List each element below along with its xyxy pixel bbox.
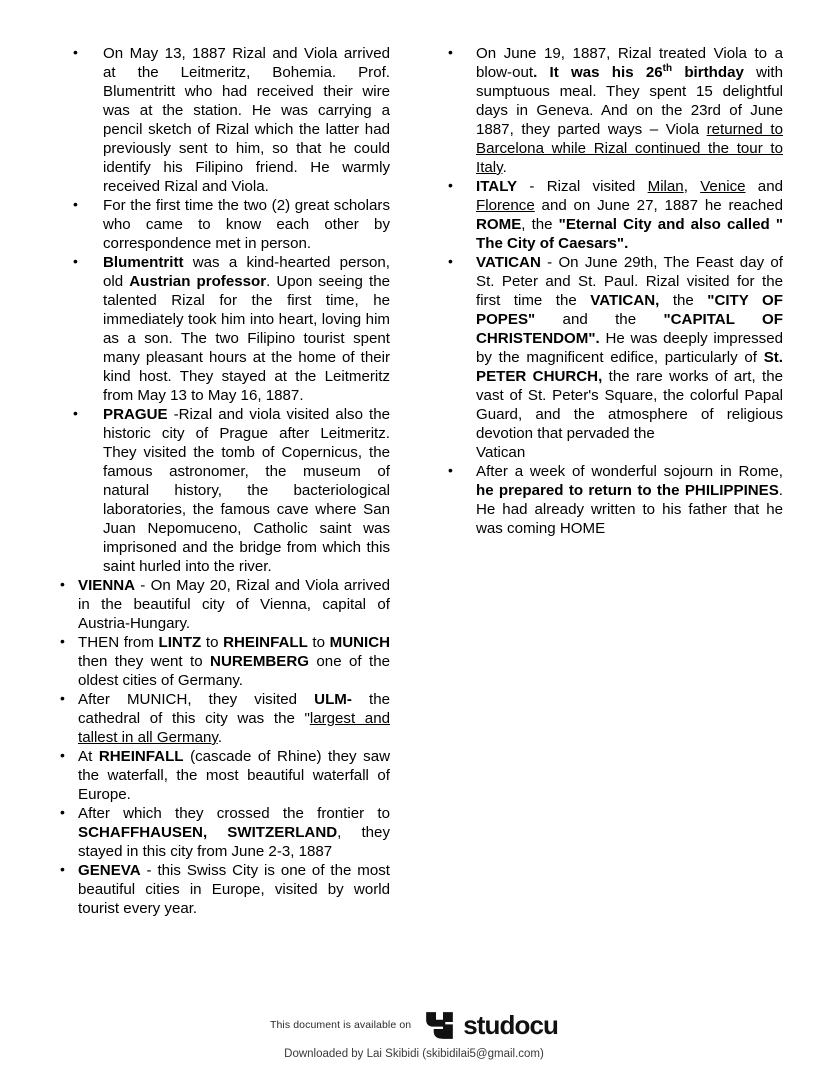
text-run: the rare works of art, the vast of St. Peter's Square, the colorful Papal Guard, and the atmosphere of religious devotion that pervaded the bbox=[476, 368, 783, 442]
page-footer bbox=[0, 1008, 828, 1060]
tail-line: Vatican bbox=[476, 444, 526, 461]
text-run: After a week of wonderful sojourn in Rome, bbox=[476, 463, 783, 480]
text-run: Florence bbox=[476, 197, 535, 214]
text-run: Milan bbox=[647, 178, 684, 195]
list-item-schaffhausen bbox=[60, 804, 390, 861]
text-run: Venice bbox=[700, 178, 746, 195]
bold-run bbox=[78, 577, 135, 594]
text-run: . It was his 26 bbox=[533, 64, 663, 81]
bold-run bbox=[476, 178, 517, 195]
bold-run bbox=[78, 824, 337, 841]
text-run: - Rizal visited bbox=[517, 178, 648, 195]
text-run: . bbox=[502, 159, 507, 176]
text-run: returned to Barcelona while Rizal continued the tour to Italy bbox=[476, 121, 783, 176]
text-run: the cathedral of this city was the " bbox=[78, 691, 390, 727]
list-item-lintz-rheinfall-munich-nuremberg bbox=[60, 633, 390, 690]
list-item-blumentritt bbox=[73, 253, 390, 405]
left-column bbox=[60, 44, 390, 918]
text-run: and bbox=[745, 178, 783, 195]
text-run: . Upon seeing the talented Rizal for the first time, he immediately took him into heart, loving him as a son. The two Filipino tourist spent many pleasant hours at the home of their kind host. They stayed at the Leitmeritz from May 13 to May 16, 1887. bbox=[103, 273, 390, 404]
bold-run bbox=[99, 748, 184, 765]
right-column bbox=[438, 44, 783, 538]
text-run: was a kind-hearted person, old bbox=[103, 254, 390, 290]
text-run: with sumptuous meal. They spent 15 delightful days in Geneva. And on the 23rd of June 1887, they parted ways – Viola bbox=[476, 64, 783, 138]
list-item-two-great-scholars bbox=[73, 196, 390, 253]
text-run: SCHAFFHAUSEN, SWITZERLAND bbox=[78, 824, 338, 841]
text-run: NUREMBERG bbox=[210, 653, 309, 670]
text-run: On May 13, 1887 Rizal and Viola arrived at the Leitmeritz, Bohemia. Prof. Blumentritt who had received their wire was at the station. He was carrying a pencil sketch of Rizal which the latter had previously sent to him, so that he could identify his Filipino friend. He warmly received Rizal and Viola. bbox=[103, 45, 390, 195]
text-run: THEN from bbox=[78, 634, 159, 651]
list-item-italy bbox=[448, 177, 783, 253]
text-run: ROME bbox=[476, 216, 522, 233]
text-run: Austrian professor bbox=[129, 273, 267, 290]
list-item-return-philippines bbox=[448, 462, 783, 538]
text-run: For the first time the two (2) great scholars who came to know each other by correspondence met in person. bbox=[103, 197, 390, 252]
text-run: "Eternal City and also called " The City of Caesars". bbox=[476, 216, 783, 252]
document-available-text: This document is available on bbox=[269, 1019, 412, 1031]
text-run: and on June 27, 1887 he reached bbox=[534, 197, 783, 214]
text-run: he prepared to return to the PHILIPPINES bbox=[476, 482, 779, 499]
bold-run bbox=[103, 406, 168, 423]
text-run bbox=[663, 64, 672, 81]
bold-run bbox=[103, 254, 184, 271]
bold-run bbox=[210, 653, 309, 670]
underlined-run bbox=[700, 178, 745, 195]
text-run: , bbox=[683, 178, 701, 195]
text-run: "CITY OF POPES" bbox=[476, 292, 783, 328]
text-run: GENEVA bbox=[78, 862, 141, 879]
text-run: largest and tallest in all Germany bbox=[78, 710, 390, 746]
text-run: VIENNA bbox=[78, 577, 136, 594]
text-run: At bbox=[78, 748, 99, 765]
text-run: and the bbox=[535, 311, 664, 328]
text-run: birthday bbox=[672, 64, 744, 81]
list-item-ulm bbox=[60, 690, 390, 747]
underlined-run bbox=[648, 178, 684, 195]
text-run: After which they crossed the frontier to bbox=[78, 805, 390, 822]
superscript-ordinal: th bbox=[662, 62, 673, 74]
text-run: Blumentritt bbox=[103, 254, 184, 271]
text-run: ULM- bbox=[314, 691, 352, 708]
bold-run bbox=[129, 273, 266, 290]
bold-run bbox=[223, 634, 308, 651]
studocu-s-logo-icon bbox=[425, 1011, 454, 1040]
list-item-rheinfall bbox=[60, 747, 390, 804]
text-run: "CAPITAL OF CHRISTENDOM". bbox=[476, 311, 783, 347]
list-item-prague bbox=[73, 405, 390, 576]
text-run: VATICAN, bbox=[590, 292, 660, 309]
text-run: On June 19, 1887, Rizal treated Viola to a blow-out bbox=[476, 45, 783, 81]
bold-run bbox=[672, 64, 744, 81]
text-run: VATICAN bbox=[476, 254, 541, 271]
downloaded-by-text: Downloaded by Lai Skibidi (skibidilai5@gmail.com) bbox=[284, 1048, 544, 1060]
text-run: one of the oldest cities of Germany. bbox=[78, 653, 390, 689]
text-run: RHEINFALL bbox=[98, 748, 184, 765]
studocu-wordmark: studocu bbox=[463, 1010, 559, 1040]
text-run: then they went to bbox=[78, 653, 211, 670]
bold-run bbox=[590, 292, 659, 309]
text-run: , they stayed in this city from June 2-3, 1887 bbox=[78, 824, 390, 860]
text-run: LINTZ bbox=[158, 634, 202, 651]
left-bullet-group-a bbox=[60, 44, 390, 576]
text-run: PRAGUE bbox=[103, 406, 168, 423]
bold-run bbox=[476, 216, 521, 233]
bold-run bbox=[330, 634, 390, 651]
text-run: MUNICH bbox=[329, 634, 391, 651]
bold-run bbox=[476, 254, 541, 271]
bold-run bbox=[314, 691, 352, 708]
underlined-run bbox=[476, 197, 535, 214]
right-bullet-group bbox=[438, 44, 783, 538]
text-run: -Rizal and viola visited also the historic city of Prague after Leitmeritz. They visited the tomb of Copernicus, the famous astronomer, the museum of natural history, the bacteriological laboratories, the famous cave where San Juan Nepomuceno, Catholic saint was imprisoned and the bridge from which this saint hurled into the river. bbox=[103, 406, 390, 575]
text-run: . He had already written to his father that he was coming HOME bbox=[476, 482, 783, 537]
text-run: the bbox=[659, 292, 708, 309]
list-item-leitmeritz-arrival bbox=[73, 44, 390, 196]
bold-run bbox=[663, 64, 672, 81]
list-item-geneva bbox=[60, 861, 390, 918]
bold-run bbox=[476, 482, 779, 499]
text-run: , the bbox=[521, 216, 559, 233]
bold-run bbox=[78, 862, 141, 879]
text-run: - this Swiss City is one of the most beautiful cities in Europe, visited by world tourist every year. bbox=[78, 862, 390, 917]
text-run: to bbox=[307, 634, 330, 651]
footer-availability-row bbox=[0, 1008, 828, 1042]
left-bullet-group-b bbox=[60, 576, 390, 918]
text-run: St. PETER CHURCH, bbox=[476, 349, 783, 385]
bold-run bbox=[533, 64, 663, 81]
bold-run bbox=[159, 634, 202, 651]
text-run: After MUNICH, they visited bbox=[78, 691, 315, 708]
text-run: (cascade of Rhine) they saw the waterfall, the most beautiful waterfall of Europe. bbox=[78, 748, 390, 803]
text-run: ITALY bbox=[476, 178, 518, 195]
list-item-birthday-geneva bbox=[448, 44, 783, 177]
text-run: He was deeply impressed by the magnificent edifice, particularly of bbox=[476, 330, 783, 366]
text-run: . bbox=[217, 729, 223, 746]
text-run: - On May 20, Rizal and Viola arrived in the beautiful city of Vienna, capital of Austria-Hungary. bbox=[78, 577, 390, 632]
text-run: to bbox=[201, 634, 224, 651]
text-run: - On June 29th, The Feast day of St. Peter and St. Paul. Rizal visited for the first time the bbox=[476, 254, 783, 309]
list-item-vatican bbox=[448, 253, 783, 462]
text-run: RHEINFALL bbox=[223, 634, 308, 651]
studocu-brand bbox=[425, 1011, 558, 1040]
list-item-vienna bbox=[60, 576, 390, 633]
